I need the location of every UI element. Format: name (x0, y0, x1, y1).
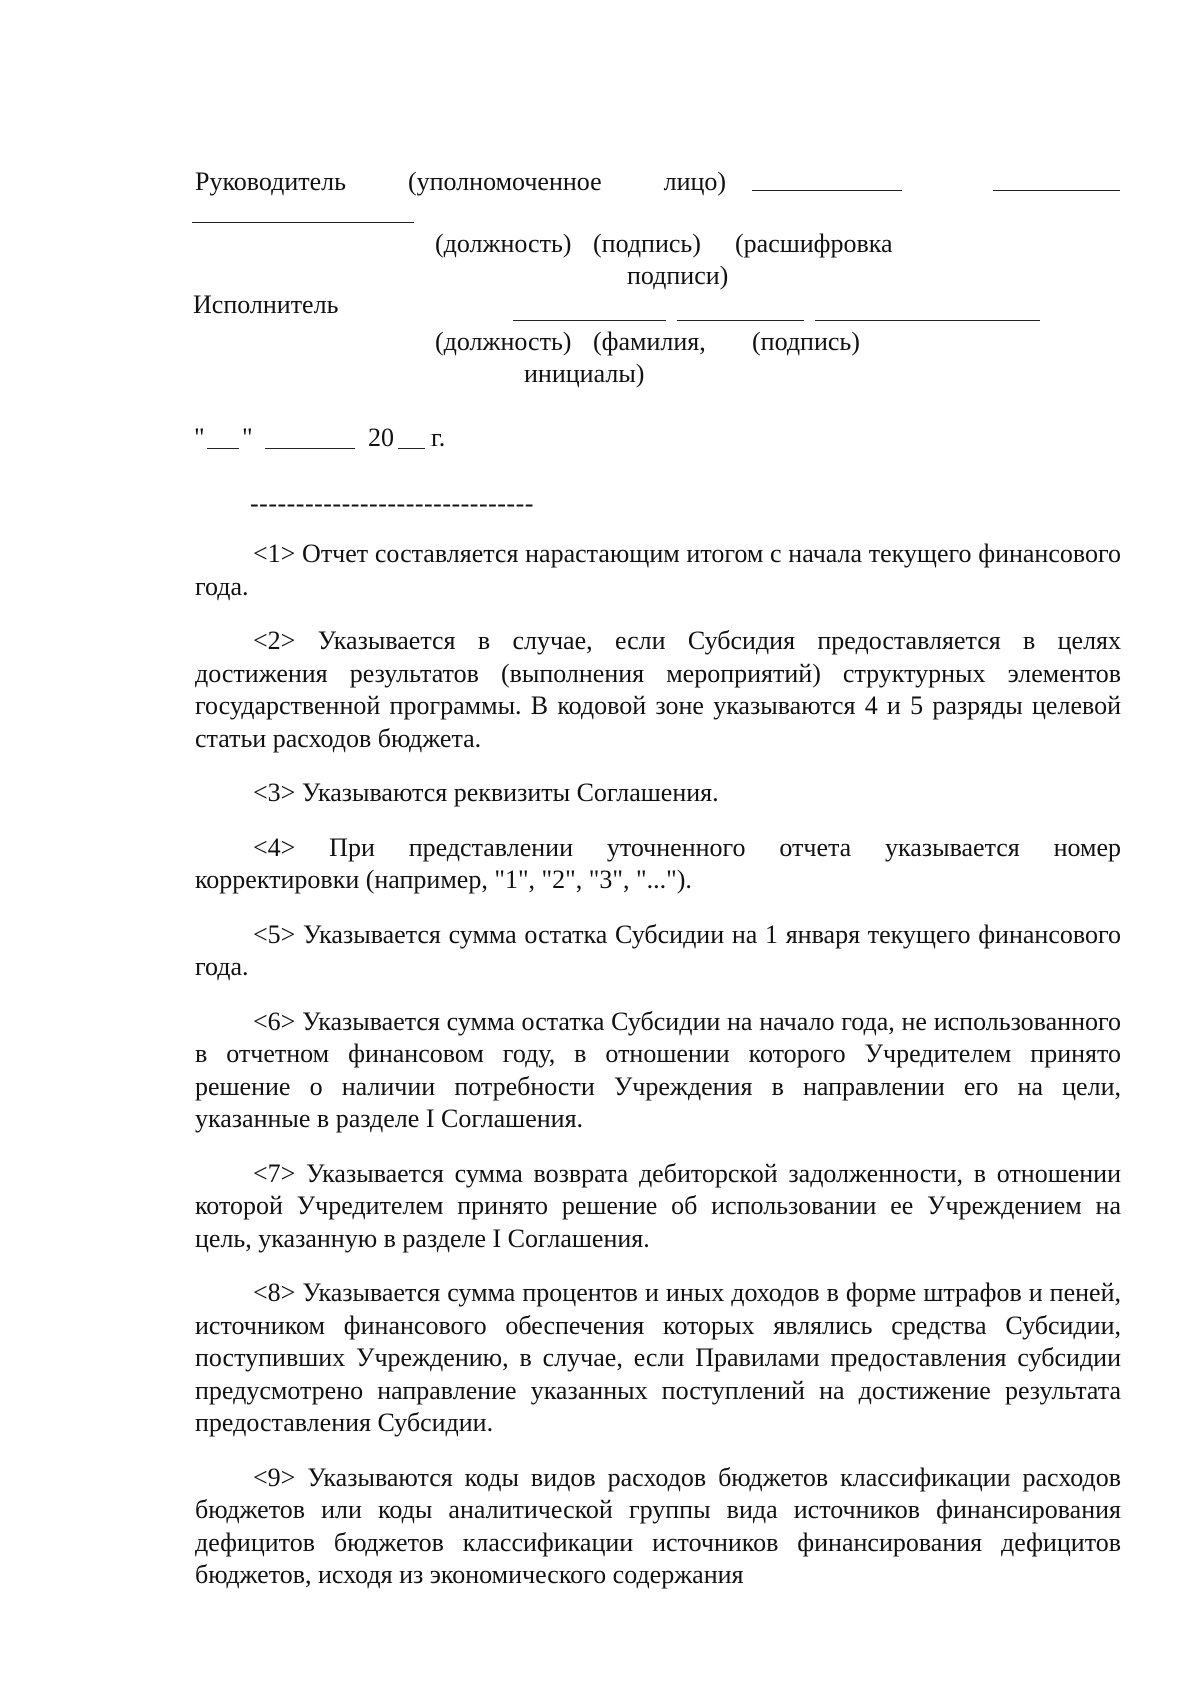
date-day-line (207, 448, 239, 449)
date-year-line (398, 448, 425, 449)
footnote-marker: <3> (253, 778, 296, 807)
head-caption-position: (должность) (435, 229, 572, 258)
head-caption-signature: (подпись) (593, 229, 701, 258)
footnote-8 (195, 1277, 1121, 1440)
footnote-1 (195, 538, 1121, 603)
footnote-marker: <1> (253, 539, 296, 568)
footnote-6 (195, 1006, 1121, 1136)
footnote-text: Указывается сумма возврата дебиторской задолженности, в отношении которой Учредителем принято решение об использовании ее Учреждением на цель, указанную в разделе I Соглашения. (195, 1158, 1121, 1253)
footnote-7 (195, 1158, 1121, 1256)
head-signature-row (195, 166, 1120, 198)
head-signature-line (993, 190, 1120, 191)
date-year-prefix: 20 (368, 423, 394, 452)
footnote-text: Указываются реквизиты Соглашения. (301, 778, 719, 807)
head-label: Руководитель (195, 167, 346, 196)
date-month-line (265, 448, 355, 449)
exec-caption-position: (должность) (435, 327, 572, 356)
exec-caption-name-cont: инициалы) (524, 359, 645, 388)
exec-caption-name: (фамилия, (593, 327, 706, 356)
footnote-marker: <8> (253, 1278, 296, 1307)
footnote-marker: <9> (253, 1462, 296, 1492)
footnote-text: При представлении уточненного отчета указывается номер корректировки (например, "1", "2", "3", "..."). (195, 832, 1122, 894)
head-caption-decoding-cont: подписи) (627, 261, 729, 290)
head-position-line (752, 190, 902, 191)
footnote-text: Указывается сумма процентов и иных доходов в форме штрафов и пеней, источником финансового обеспечения которых являлись средства Субсидии, поступивших Учреждению, в случае, если Правилами предоставления субсидии предусмотрено направление указанных поступлений на достижение результата предоставления Субсидии. (195, 1278, 1122, 1437)
head-decoding-line (192, 222, 414, 223)
footnote-text: Указывается в случае, если Субсидия предоставляется в целях достижения результатов (выполнения мероприятий) структурных элементов государственной программы. В кодовой зоне указываются 4 и 5 разряды целевой статьи расходов бюджета. (195, 626, 1122, 753)
exec-name-line (677, 320, 804, 321)
head-authorized-label: (уполномоченное (407, 167, 602, 196)
footnote-text: Указывается сумма остатка Субсидии на 1 января текущего финансового года. (195, 919, 1121, 981)
head-person-label: лицо) (663, 167, 727, 196)
footnote-text: Указывается сумма остатка Субсидии на начало года, не использованного в отчетном финансовом году, в отношении которого Учредителем принято решение о наличии потребности Учреждения в направлении его на цели, указанные в разделе I Соглашения. (195, 1006, 1122, 1133)
footnote-text: Отчет составляется нарастающим итогом с начала текущего финансового года. (195, 539, 1122, 601)
footnote-2 (195, 625, 1121, 755)
footnote-3 (195, 777, 1121, 810)
footnote-5 (195, 919, 1121, 984)
footnote-marker: <7> (253, 1158, 296, 1188)
exec-position-line (513, 320, 666, 321)
footnote-marker: <4> (253, 832, 296, 862)
date-quote-open: " (194, 423, 205, 452)
footnotes (195, 538, 1121, 1614)
footnote-separator: ------------------------------- (250, 489, 534, 518)
exec-caption-signature: (подпись) (752, 327, 860, 356)
date-year-suffix: г. (431, 423, 446, 452)
footnote-marker: <5> (253, 919, 296, 949)
executor-label: Исполнитель (193, 290, 339, 319)
exec-signature-line (815, 320, 1040, 321)
date-quote-close: " (242, 423, 253, 452)
footnote-4 (195, 832, 1121, 897)
footnote-text: Указываются коды видов расходов бюджетов классификации расходов бюджетов или коды аналитической группы вида источников финансирования дефицитов бюджетов классификации источников финансирования дефицитов бюджетов, исходя из экономического содержания (195, 1462, 1121, 1589)
footnote-marker: <2> (253, 626, 296, 655)
footnote-marker: <6> (253, 1006, 296, 1036)
footnote-9 (195, 1462, 1121, 1592)
head-caption-decoding: (расшифровка (735, 229, 893, 258)
